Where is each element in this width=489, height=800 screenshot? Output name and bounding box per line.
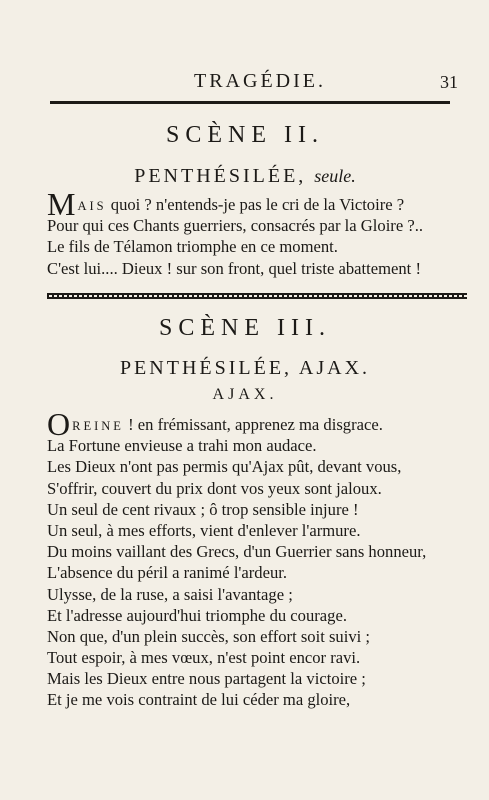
scene-2-verses (47, 186, 467, 279)
scene-3-verses (47, 406, 467, 711)
verse-line: Tout espoir, à mes vœux, n'est point encor ravi. (47, 648, 361, 668)
ornamental-divider (47, 293, 467, 299)
scene-3-characters: PENTHÉSILÉE, AJAX. (119, 357, 371, 379)
small-caps-word: AIS (77, 199, 107, 213)
verse-line: La Fortune envieuse a trahi mon audace. (47, 436, 317, 456)
verse-line (47, 406, 467, 442)
verse-text: quoi ? n'entends-je pas le cri de la Victoire ? (110, 195, 405, 214)
scene-2-character-names: PENTHÉSILÉE, (134, 165, 307, 187)
speaker-name: AJAX. (212, 386, 278, 403)
verse-line (47, 186, 467, 222)
verse-line: Non que, d'un plein succès, son effort soit suivi ; (47, 626, 370, 646)
running-head (60, 70, 460, 94)
verse-text: ! en frémissant, apprenez ma disgrace. (128, 415, 383, 434)
scene-2-heading: SCÈNE II. (166, 122, 324, 148)
verse-line: Et l'adresse aujourd'hui triomphe du courage. (47, 605, 347, 625)
running-title: TRAGÉDIE. (194, 70, 326, 92)
verse-line: C'est lui.... Dieux ! sur son front, quel triste abattement ! (47, 258, 421, 278)
header-rule (50, 101, 450, 104)
page-number: 31 (440, 72, 458, 92)
verse-line: Les Dieux n'ont pas permis qu'Ajax pût, devant vous, (47, 457, 402, 477)
scene-2-characters (30, 165, 460, 188)
verse-line: S'offrir, couvert du prix dont vos yeux sont jaloux. (47, 478, 382, 498)
scene-3-heading: SCÈNE III. (159, 315, 331, 341)
drop-cap: O (47, 406, 71, 442)
verse-line: Un seul, à mes efforts, vient d'enlever l'armure. (47, 520, 361, 540)
verse-line: Ulysse, de la ruse, a saisi l'avantage ; (47, 584, 293, 604)
verse-line: Du moins vaillant des Grecs, d'un Guerrier sans honneur, (47, 542, 427, 562)
verse-line: L'absence du péril a ranimé l'ardeur. (47, 563, 288, 583)
verse-line: Un seul de cent rivaux ; ô trop sensible injure ! (47, 499, 359, 519)
drop-cap: M (47, 186, 76, 222)
small-caps-word: REINE (72, 419, 124, 433)
stage-direction: seule. (314, 166, 356, 186)
verse-line: Pour qui ces Chants guerriers, consacrés par la Gloire ?.. (47, 216, 424, 236)
verse-line: Et je me vois contraint de lui céder ma gloire, (47, 690, 351, 710)
verse-line: Le fils de Télamon triomphe en ce moment. (47, 237, 338, 257)
verse-line: Mais les Dieux entre nous partagent la victoire ; (47, 669, 366, 689)
